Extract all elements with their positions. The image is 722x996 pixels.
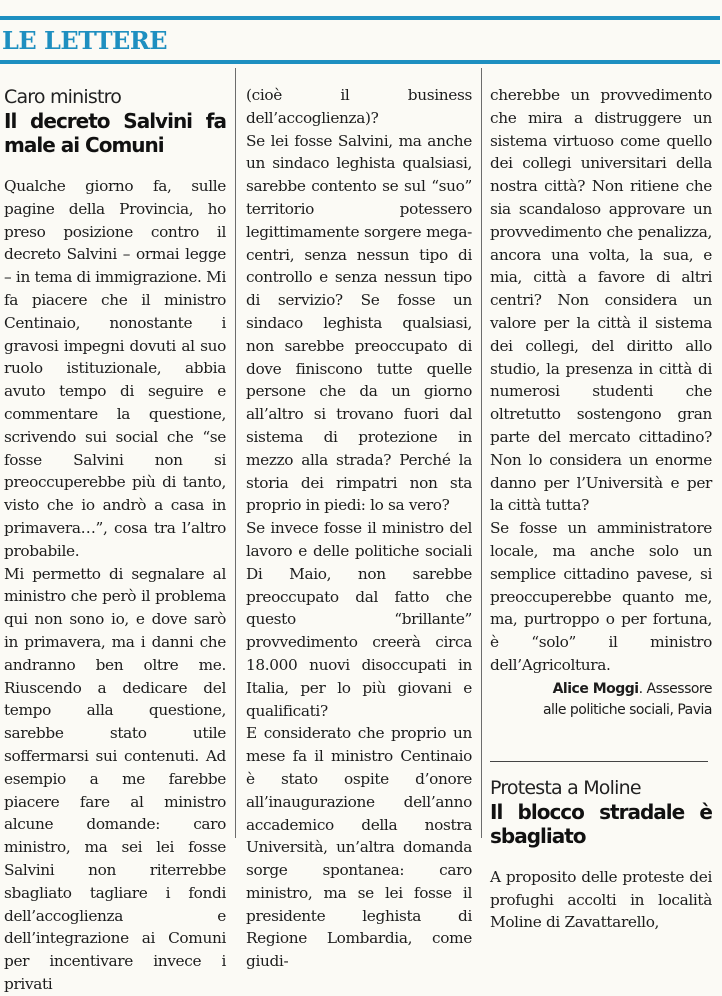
column-3 (490, 84, 712, 932)
letter1-title: Il decreto Salvini fa male ai Comuni (4, 109, 226, 157)
letter1-paragraph: E considerato che proprio un mese fa il ministro Centinaio è stato ospite d’onore all’inaugurazione dell’anno accademico della nostra Università, un’altra domanda sorge spontanea: caro ministro, ma se lei fosse il presidente leghista di Regione Lombardia, come giudi- (246, 724, 472, 971)
section-rule (0, 60, 720, 64)
signature-name: Alice Moggi (552, 680, 639, 697)
section-title: LE LETTERE (2, 26, 168, 55)
column-1 (4, 68, 226, 993)
signature-role: . Assessore (638, 680, 712, 697)
column-2 (246, 84, 472, 971)
letter1-paragraph: Qualche giorno fa, sulle pagine della Provincia, ho preso posizione contro il decreto Salvini – ormai legge – in tema di immigrazione. Mi fa piacere che il ministro Centinaio, nonostante i gravosi impegni dovuti al suo ruolo istituzionale, abbia avuto tempo di seguire e commentare la questione, scrivendo sui social che “se fosse Salvini non si preoccuperebbe più di tanto, visto che io andrò a casa in primavera…”, cosa tra l’altro probabile. (4, 177, 226, 560)
letter2-kicker: Protesta a Moline (490, 776, 641, 799)
letter1-paragraph: (cioè il business dell’accoglienza)? (246, 86, 472, 127)
letter1-paragraph: cherebbe un provvedimento che mira a distruggere un sistema virtuoso come quello dei collegi universitari della nostra città? Non ritiene che sia scandaloso approvare un provvedimento che penalizza, ancora una volta, la sua, e mia, città a favore di altri centri? Non considera un valore per la città il sistema dei collegi, del diritto allo studio, la presenza in città di numerosi studenti che oltretutto sostengono gran parte del mercato cittadino? Non lo considera un enorme danno per l’Università e per la città tutta? (490, 86, 712, 515)
letter1-paragraph: Se invece fosse il ministro del lavoro e delle politiche sociali Di Maio, non sarebbe preoccupato dal fatto che questo “brillante” provvedimento creerà circa 18.000 nuovi disoccupati in Italia, per lo più giovani e qualificati? (246, 519, 472, 720)
column-divider (235, 68, 236, 838)
letter2-paragraph: A proposito delle proteste dei profughi accolti in località Moline di Zavattarello, (490, 867, 712, 932)
letter1-paragraph: Mi permetto di segnalare al ministro che però il problema qui non sono io, e dove sarò in primavera, ma i danni che andranno ben oltre me. Riuscendo a dedicare del tempo alla questione, sarebbe stato utile soffermarsi sui contenuti. Ad esempio a me farebbe piacere fare al ministro alcune domande: caro ministro, ma sei lei fosse Salvini non riterrebbe sbagliato tagliare i fondi dell’accoglienza e dell’integrazione ai Comuni per incentivare invece i privati (4, 564, 226, 993)
article-divider (490, 761, 708, 762)
letter1-kicker: Caro ministro (4, 86, 122, 108)
letter2-title: Il blocco stradale è sbagliato (490, 799, 712, 848)
letter1-paragraph: Se fosse un amministratore locale, ma anche solo un semplice cittadino pavese, si preoccuperebbe quanto me, ma, purtroppo o per fortuna, è “solo” il ministro dell’Agricoltura. (490, 519, 712, 674)
top-rule (0, 16, 720, 20)
letter1-signature (490, 679, 712, 721)
signature-role: alle politiche sociali, Pavia (542, 701, 712, 718)
column-divider (481, 68, 482, 838)
letter1-paragraph: Se lei fosse Salvini, ma anche un sindaco leghista qualsiasi, sarebbe contento se sul “suo” territorio potessero legittimamente sorgere mega-centri, senza nessun tipo di controllo e senza nessun tipo di servizio? Se fosse un sindaco leghista qualsiasi, non sarebbe preoccupato di dove finiscono tutte quelle persone che da un giorno all’altro si trovano fuori dal sistema di protezione in mezzo alla strada? Perché la storia dei rimpatri non sta proprio in piedi: lo sa vero? (246, 131, 472, 515)
